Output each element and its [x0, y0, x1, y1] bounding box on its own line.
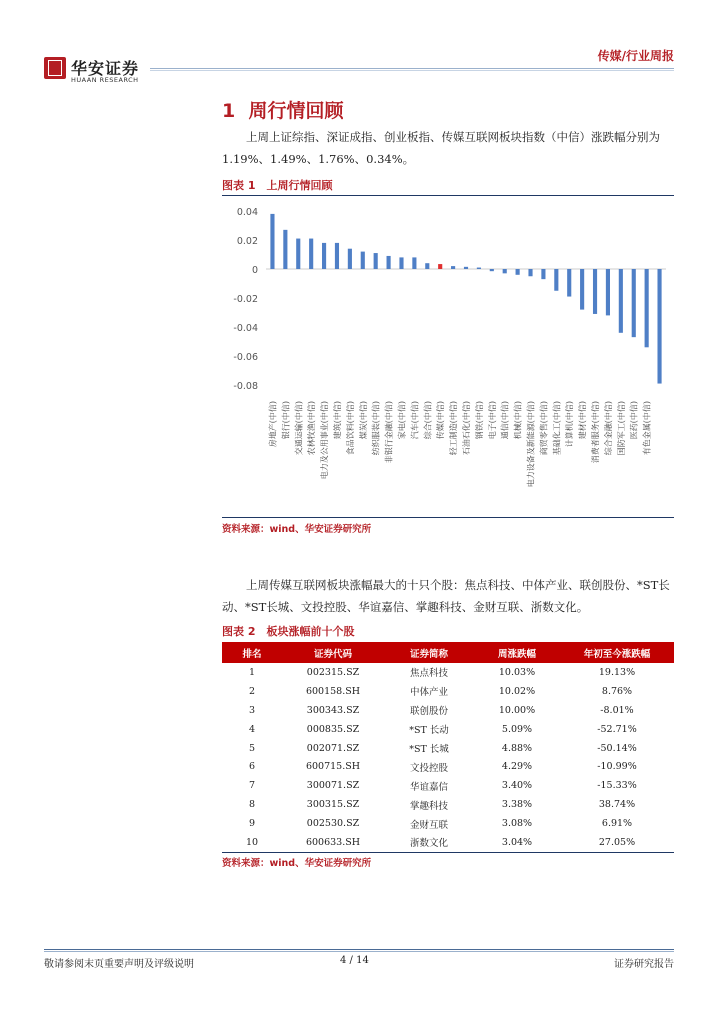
x-tick-label: 银行(中信) — [281, 401, 291, 440]
bar — [593, 269, 597, 314]
x-tick-label: 非银行金融(中信) — [384, 401, 394, 464]
cell-code: 300315.SZ — [306, 799, 360, 811]
paragraph-top-gainers: 上周传媒互联网板块涨幅最大的十只个股：焦点科技、中体产业、联创股份、*ST长动、*ST长城、文投控股、华谊嘉信、掌趣科技、金财互联、浙数文化。 — [222, 578, 670, 614]
doc-type: 传媒/行业周报 — [597, 49, 674, 63]
cell-rank: 7 — [248, 780, 256, 792]
cell-code: 002530.SZ — [306, 818, 360, 830]
cell-ytd: 38.74% — [598, 799, 636, 811]
cell-name: 焦点科技 — [409, 668, 448, 680]
bar — [387, 256, 391, 269]
x-tick-label: 家电(中信) — [397, 401, 407, 440]
bar — [503, 269, 507, 273]
x-tick-label: 电力设备及新能源(中信) — [526, 401, 536, 488]
x-tick-label: 食品饮料(中信) — [345, 401, 355, 456]
bar — [490, 269, 494, 271]
cell-name: 华谊嘉信 — [409, 781, 448, 793]
y-tick-label: -0.06 — [233, 352, 258, 363]
cell-rank: 5 — [248, 742, 256, 754]
x-tick-label: 基础化工(中信) — [552, 401, 562, 456]
cell-code: 600715.SH — [305, 761, 361, 773]
bar — [374, 253, 378, 269]
header-rank: 排名 — [222, 642, 282, 663]
bar — [335, 243, 339, 269]
cell-name: 金财互联 — [409, 819, 448, 831]
bar — [309, 239, 313, 269]
section-title — [222, 96, 343, 123]
x-tick-label: 综合(中信) — [423, 401, 433, 440]
figure2-title: 图表 2 板块涨幅前十个股 — [222, 625, 355, 638]
bar — [554, 269, 558, 291]
x-tick-label: 石油石化(中信) — [462, 401, 471, 456]
cell-week: 5.09% — [501, 723, 533, 735]
bar — [516, 269, 520, 275]
y-tick-label: 0 — [251, 265, 258, 276]
table-row — [222, 757, 674, 776]
bar — [464, 267, 468, 269]
logo-subtext: HUAAN RESEARCH — [71, 76, 139, 84]
x-tick-label: 农林牧渔(中信) — [307, 401, 317, 456]
cell-name: 掌趣科技 — [409, 800, 448, 812]
bar — [348, 249, 352, 269]
cell-week: 4.29% — [501, 761, 533, 773]
x-tick-label: 纺织服装(中信) — [371, 401, 381, 456]
bar — [283, 230, 287, 269]
x-tick-label: 传媒(中信) — [436, 401, 446, 440]
cell-rank: 3 — [248, 704, 256, 716]
cell-ytd: -15.33% — [597, 780, 637, 792]
x-tick-label: 医药(中信) — [629, 401, 639, 440]
table-row — [222, 739, 674, 758]
cell-ytd: -52.71% — [597, 723, 637, 735]
cell-code: 002071.SZ — [306, 742, 360, 754]
bar — [296, 239, 300, 269]
y-tick-label: -0.08 — [233, 381, 258, 392]
bar — [645, 269, 649, 347]
x-tick-label: 房地产(中信) — [268, 401, 278, 448]
bar — [580, 269, 584, 310]
cell-ytd: 6.91% — [601, 818, 633, 830]
cell-name: *ST 长动 — [409, 725, 449, 737]
bar — [399, 257, 403, 269]
footer-report-type: 证券研究报告 — [614, 959, 674, 970]
x-tick-label: 轻工制造(中信) — [449, 401, 459, 456]
x-tick-label: 国防军工(中信) — [616, 401, 626, 456]
y-tick-label: -0.02 — [233, 294, 258, 305]
bar — [425, 263, 429, 269]
bar — [657, 269, 661, 384]
x-tick-label: 商贸零售(中信) — [539, 401, 549, 456]
bar — [541, 269, 545, 279]
x-tick-label: 汽车(中信) — [410, 401, 420, 440]
figure1-source: 资料来源：wind、华安证券研究所 — [222, 524, 372, 535]
header-divider — [150, 68, 674, 69]
cell-code: 300071.SZ — [306, 780, 360, 792]
bar — [528, 269, 532, 276]
table-row — [222, 833, 674, 852]
bar — [451, 266, 455, 269]
page-number: 4 / 14 — [340, 955, 369, 966]
header-week-change: 周涨跌幅 — [474, 642, 560, 663]
section-heading: 周行情回顾 — [248, 100, 344, 122]
x-tick-label: 通信(中信) — [500, 401, 510, 440]
bar — [606, 269, 610, 315]
x-tick-label: 电力及公用事业(中信) — [320, 401, 330, 480]
cell-ytd: -10.99% — [597, 761, 637, 773]
cell-rank: 9 — [248, 818, 256, 830]
cell-ytd: 27.05% — [560, 833, 674, 852]
cell-name: 联创股份 — [409, 706, 448, 718]
bar — [567, 269, 571, 297]
cell-name: 文投控股 — [409, 762, 448, 774]
cell-week: 3.38% — [501, 799, 533, 811]
section-number: 1 — [222, 100, 236, 122]
table-row — [222, 776, 674, 795]
bar — [619, 269, 623, 333]
x-tick-label: 电子(中信) — [487, 401, 497, 440]
cell-rank: 1 — [248, 666, 256, 678]
x-tick-label: 机械(中信) — [513, 401, 523, 440]
cell-week: 10.02% — [498, 685, 536, 697]
top-gainers-table — [222, 642, 674, 853]
cell-rank: 6 — [248, 761, 256, 773]
x-tick-label: 建材(中信) — [578, 401, 588, 440]
cell-name: *ST 长城 — [409, 744, 449, 755]
cell-code: 002315.SZ — [306, 666, 360, 678]
cell-ytd: 19.13% — [598, 666, 636, 678]
header-ytd-change: 年初至今涨跌幅 — [560, 642, 674, 663]
figure1-bottom-rule — [222, 517, 674, 518]
y-tick-label: 0.02 — [236, 236, 258, 247]
cell-rank: 4 — [248, 723, 256, 735]
x-tick-label: 消费者服务(中信) — [591, 401, 601, 464]
figure1-title: 图表 1 上周行情回顾 — [222, 179, 333, 192]
cell-week: 4.88% — [501, 742, 533, 754]
cell-code: 600158.SH — [305, 685, 361, 697]
footer-divider-secondary — [44, 951, 674, 952]
footer-disclaimer: 敬请参阅末页重要声明及评级说明 — [44, 959, 194, 970]
cell-week: 10.03% — [498, 666, 536, 678]
table-row — [222, 701, 674, 720]
cell-ytd: -8.01% — [600, 704, 634, 716]
header-divider-secondary — [150, 70, 674, 71]
table-row — [222, 682, 674, 701]
bar — [477, 268, 481, 269]
logo-text: 华安证券 — [71, 59, 140, 78]
table-row — [222, 814, 674, 833]
x-tick-label: 建筑(中信) — [332, 401, 342, 440]
bar — [438, 264, 442, 269]
cell-code: 600633.SH — [282, 833, 384, 852]
table-row — [222, 663, 674, 682]
x-tick-label: 交通运输(中信) — [294, 401, 304, 456]
cell-ytd: -50.14% — [597, 742, 637, 754]
table-row — [222, 795, 674, 814]
bar — [412, 257, 416, 269]
bar — [632, 269, 636, 337]
x-tick-label: 计算机(中信) — [565, 401, 575, 448]
bar — [322, 243, 326, 269]
table-row — [222, 720, 674, 739]
cell-rank: 2 — [248, 685, 256, 697]
cell-rank: 8 — [248, 799, 256, 811]
cell-week: 10.00% — [498, 704, 536, 716]
table-header-row — [222, 642, 674, 663]
cell-ytd: 8.76% — [601, 685, 633, 697]
figure2-source: 资料来源：wind、华安证券研究所 — [222, 858, 372, 869]
x-tick-label: 钢铁(中信) — [474, 401, 484, 440]
x-tick-label: 煤炭(中信) — [358, 401, 368, 440]
header-code: 证券代码 — [282, 642, 384, 663]
y-tick-label: -0.04 — [233, 323, 258, 334]
cell-name: 浙数文化 — [384, 833, 474, 852]
cell-week: 3.40% — [501, 780, 533, 792]
paragraph-index-summary: 上周上证综指、深证成指、创业板指、传媒互联网板块指数（中信）涨跌幅分别为1.19%、1.49%、1.76%、0.34%。 — [222, 130, 660, 166]
y-tick-label: 0.04 — [236, 207, 258, 218]
logo-icon — [44, 57, 66, 79]
cell-name: 中体产业 — [409, 687, 448, 699]
bar — [270, 214, 274, 269]
figure1-bar-chart — [222, 196, 674, 516]
header-name: 证券简称 — [384, 642, 474, 663]
cell-rank: 10 — [222, 833, 282, 852]
cell-code: 000835.SZ — [306, 723, 360, 735]
bar — [361, 252, 365, 269]
cell-week: 3.04% — [474, 833, 560, 852]
x-tick-label: 综合金融(中信) — [603, 401, 613, 456]
x-tick-label: 有色金属(中信) — [642, 401, 652, 456]
cell-week: 3.08% — [501, 818, 533, 830]
cell-code: 300343.SZ — [306, 704, 360, 716]
footer-divider — [44, 949, 674, 950]
